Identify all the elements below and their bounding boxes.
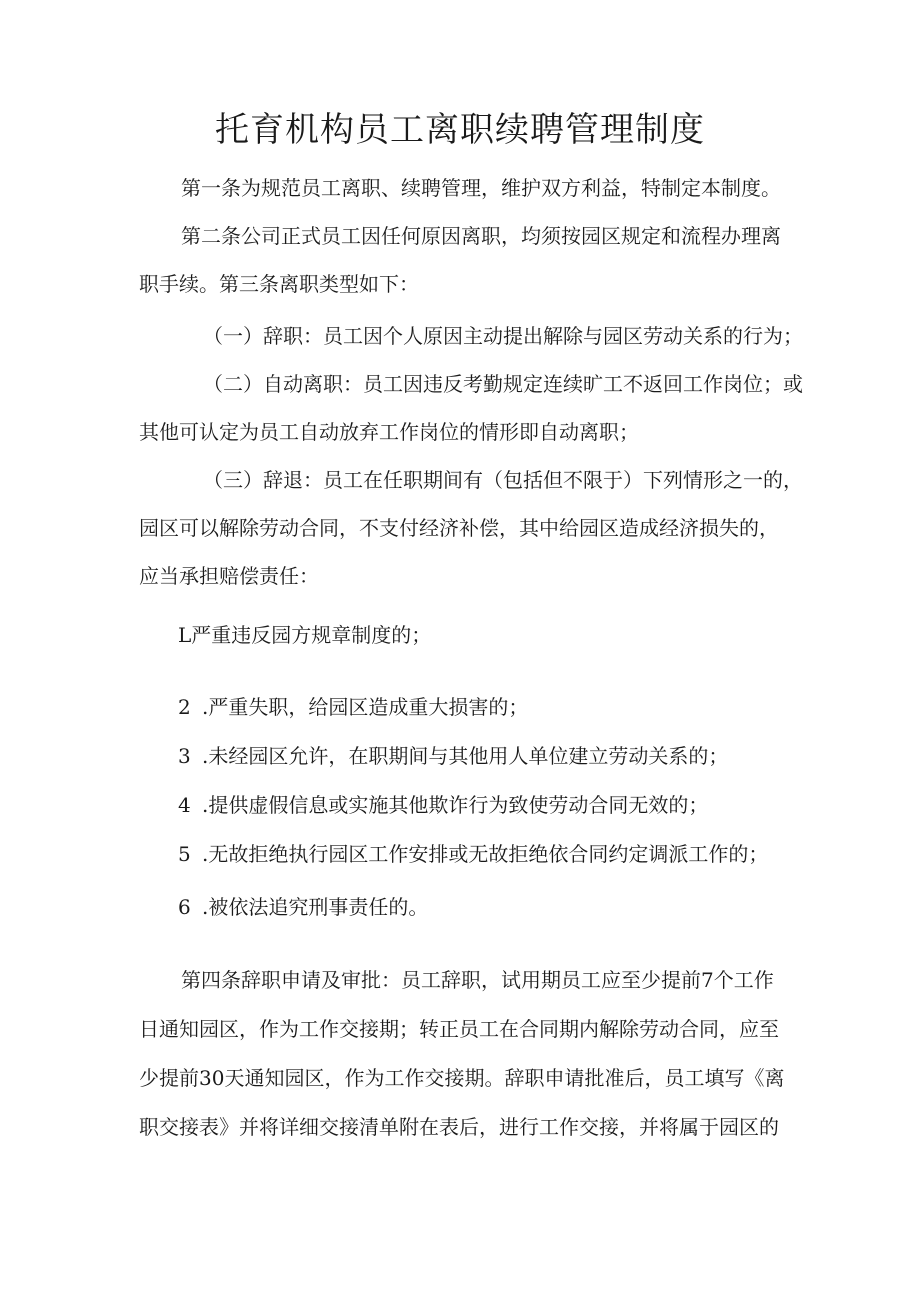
- paragraph-line: 第一条为规范员工离职、续聘管理，维护双方利益，特制定本制度。: [181, 176, 781, 200]
- list-item-number: 2: [178, 695, 191, 719]
- paragraph-line: 其他可认定为员工自动放弃工作岗位的情形即自动离职；: [139, 420, 639, 444]
- paragraph-line: 职手续。第三条离职类型如下：: [139, 272, 419, 296]
- paragraph-line: （一）辞职：员工因个人原因主动提出解除与园区劳动关系的行为；: [203, 324, 803, 348]
- list-item-number: 5: [178, 842, 191, 866]
- list-item: [178, 693, 528, 721]
- list-item-text: .无故拒绝执行园区工作安排或无故拒绝依合同约定调派工作的；: [202, 842, 769, 866]
- paragraph-line: 第四条辞职申请及审批：员工辞职，试用期员工应至少提前7个工作: [181, 968, 774, 992]
- list-item-number: 6: [178, 895, 191, 919]
- list-item-number: 4: [178, 793, 191, 817]
- list-item: L严重违反园方规章制度的；: [178, 623, 432, 647]
- paragraph-line: 第二条公司正式员工因任何原因离职，均须按园区规定和流程办理离: [181, 224, 781, 248]
- list-item: [178, 893, 428, 921]
- list-item-text: .未经园区允许，在职期间与其他用人单位建立劳动关系的；: [202, 744, 729, 768]
- paragraph-line: （三）辞退：员工在任职期间有（包括但不限于）下列情形之一的，: [203, 468, 803, 492]
- document-title: 托育机构员工离职续聘管理制度: [215, 110, 705, 150]
- paragraph-line: 少提前30天通知园区，作为工作交接期。辞职申请批准后，员工填写《离: [139, 1066, 785, 1090]
- list-item: [178, 791, 708, 819]
- paragraph-line: 职交接表》并将详细交接清单附在表后，进行工作交接，并将属于园区的: [139, 1115, 779, 1139]
- paragraph-line: 园区可以解除劳动合同，不支付经济补偿，其中给园区造成经济损失的，: [139, 516, 779, 540]
- list-item-text: .提供虚假信息或实施其他欺诈行为致使劳动合同无效的；: [202, 793, 709, 817]
- paragraph-line: （二）自动离职：员工因违反考勤规定连续旷工不返回工作岗位；或: [203, 372, 803, 396]
- list-item: [178, 840, 768, 868]
- paragraph-line: 日通知园区，作为工作交接期；转正员工在合同期内解除劳动合同，应至: [139, 1017, 779, 1041]
- list-item-text: .严重失职，给园区造成重大损害的；: [202, 695, 529, 719]
- list-item-number: 3: [178, 744, 191, 768]
- list-item-text: .被依法追究刑事责任的。: [202, 895, 429, 919]
- list-item: [178, 742, 728, 770]
- paragraph-line: 应当承担赔偿责任：: [139, 564, 319, 588]
